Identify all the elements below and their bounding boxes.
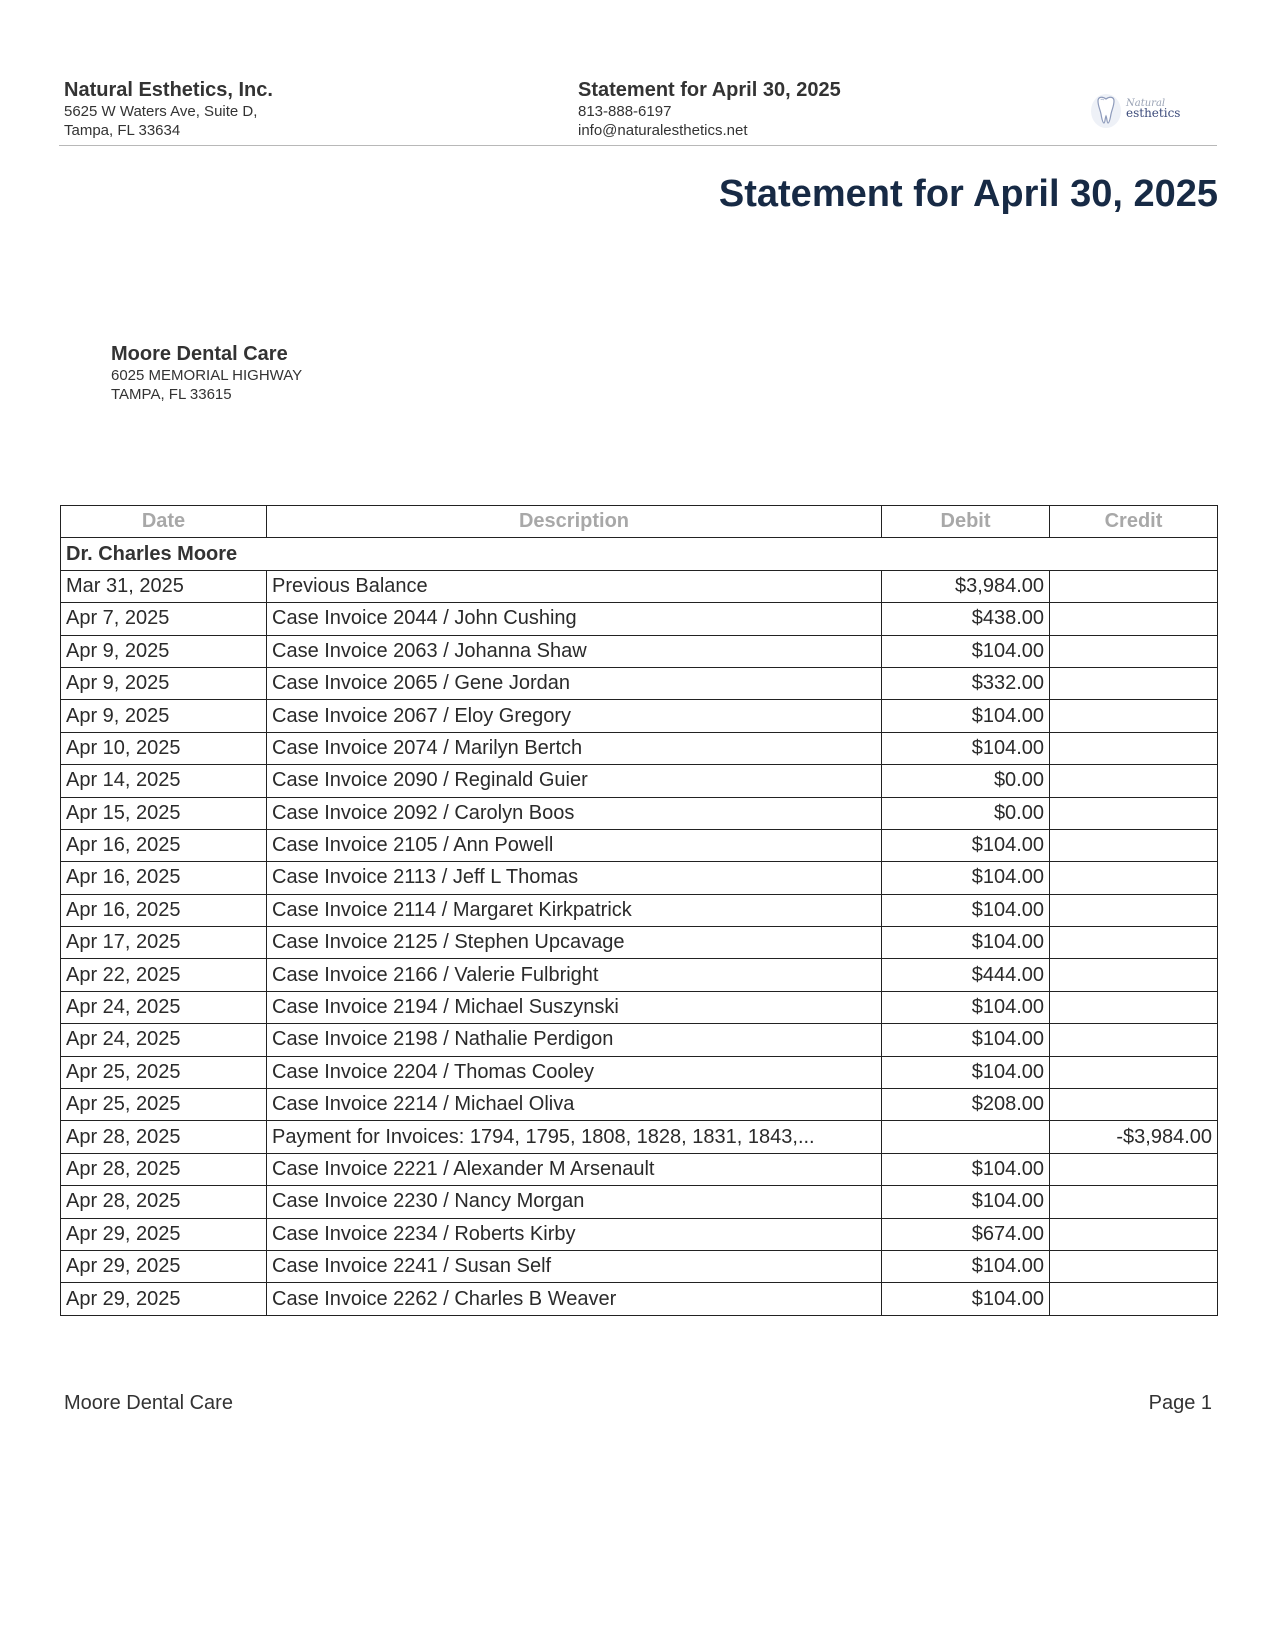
contact-email: info@naturalesthetics.net	[578, 122, 748, 139]
company-name: Natural Esthetics, Inc.	[64, 79, 273, 101]
cell-credit	[1050, 765, 1218, 797]
cell-description: Case Invoice 2063 / Johanna Shaw	[267, 635, 882, 667]
cell-date: Apr 25, 2025	[61, 1056, 267, 1088]
cell-credit	[1050, 927, 1218, 959]
table-row	[61, 635, 1218, 667]
cell-credit	[1050, 894, 1218, 926]
table-row	[61, 1218, 1218, 1250]
cell-credit	[1050, 797, 1218, 829]
table-row	[61, 1089, 1218, 1121]
table-row	[61, 797, 1218, 829]
cell-credit	[1050, 1056, 1218, 1088]
table-row	[61, 765, 1218, 797]
cell-description: Case Invoice 2125 / Stephen Upcavage	[267, 927, 882, 959]
cell-description: Case Invoice 2241 / Susan Self	[267, 1250, 882, 1282]
cell-debit: $104.00	[882, 1283, 1050, 1315]
cell-credit	[1050, 1250, 1218, 1282]
column-header-date: Date	[61, 506, 267, 538]
column-header-debit: Debit	[882, 506, 1050, 538]
cell-date: Apr 14, 2025	[61, 765, 267, 797]
cell-credit	[1050, 732, 1218, 764]
recipient-address	[111, 342, 302, 404]
table-row	[61, 570, 1218, 602]
cell-credit	[1050, 667, 1218, 699]
cell-description: Case Invoice 2114 / Margaret Kirkpatrick	[267, 894, 882, 926]
cell-debit: $104.00	[882, 862, 1050, 894]
recipient-address-line1: 6025 MEMORIAL HIGHWAY	[111, 367, 303, 384]
cell-description: Previous Balance	[267, 570, 882, 602]
cell-date: Apr 28, 2025	[61, 1186, 267, 1218]
header-divider	[59, 145, 1217, 146]
cell-credit	[1050, 959, 1218, 991]
cell-date: Apr 24, 2025	[61, 991, 267, 1023]
cell-description: Case Invoice 2090 / Reginald Guier	[267, 765, 882, 797]
cell-description: Case Invoice 2230 / Nancy Morgan	[267, 1186, 882, 1218]
recipient-address-line2: TAMPA, FL 33615	[111, 386, 232, 403]
cell-description: Case Invoice 2204 / Thomas Cooley	[267, 1056, 882, 1088]
cell-description: Case Invoice 2198 / Nathalie Perdigon	[267, 1024, 882, 1056]
column-header-credit: Credit	[1050, 506, 1218, 538]
cell-date: Apr 16, 2025	[61, 829, 267, 861]
cell-debit: $332.00	[882, 667, 1050, 699]
company-info	[64, 78, 273, 140]
cell-description: Case Invoice 2044 / John Cushing	[267, 603, 882, 635]
company-address-line1: 5625 W Waters Ave, Suite D,	[64, 103, 258, 120]
cell-date: Apr 10, 2025	[61, 732, 267, 764]
cell-date: Apr 29, 2025	[61, 1250, 267, 1282]
table-row	[61, 1024, 1218, 1056]
table-row	[61, 1186, 1218, 1218]
cell-date: Apr 17, 2025	[61, 927, 267, 959]
cell-date: Apr 25, 2025	[61, 1089, 267, 1121]
cell-description: Case Invoice 2166 / Valerie Fulbright	[267, 959, 882, 991]
cell-credit	[1050, 1283, 1218, 1315]
cell-credit	[1050, 603, 1218, 635]
cell-credit	[1050, 1218, 1218, 1250]
cell-description: Case Invoice 2067 / Eloy Gregory	[267, 700, 882, 732]
cell-credit	[1050, 991, 1218, 1023]
cell-date: Apr 9, 2025	[61, 635, 267, 667]
cell-date: Apr 29, 2025	[61, 1218, 267, 1250]
table-row	[61, 1283, 1218, 1315]
cell-credit	[1050, 635, 1218, 667]
cell-date: Apr 7, 2025	[61, 603, 267, 635]
cell-credit	[1050, 1089, 1218, 1121]
cell-debit	[882, 1121, 1050, 1153]
cell-debit: $104.00	[882, 1056, 1050, 1088]
table-row	[61, 1153, 1218, 1185]
cell-description: Case Invoice 2105 / Ann Powell	[267, 829, 882, 861]
cell-date: Apr 15, 2025	[61, 797, 267, 829]
table-row	[61, 894, 1218, 926]
tooth-icon	[1090, 92, 1122, 130]
cell-debit: $104.00	[882, 700, 1050, 732]
company-address-line2: Tampa, FL 33634	[64, 122, 181, 139]
cell-debit: $674.00	[882, 1218, 1050, 1250]
cell-description: Payment for Invoices: 1794, 1795, 1808, 1828, 1831, 1843,...	[267, 1121, 882, 1153]
company-logo	[1090, 92, 1180, 132]
cell-description: Case Invoice 2065 / Gene Jordan	[267, 667, 882, 699]
column-header-description: Description	[267, 506, 882, 538]
cell-date: Apr 24, 2025	[61, 1024, 267, 1056]
page-number: Page 1	[1148, 1392, 1212, 1414]
cell-debit: $0.00	[882, 797, 1050, 829]
logo-word-natural: Natural	[1126, 98, 1166, 109]
cell-debit: $104.00	[882, 991, 1050, 1023]
cell-date: Apr 28, 2025	[61, 1121, 267, 1153]
cell-description: Case Invoice 2194 / Michael Suszynski	[267, 991, 882, 1023]
cell-debit: $104.00	[882, 1024, 1050, 1056]
table-row	[61, 1121, 1218, 1153]
cell-debit: $208.00	[882, 1089, 1050, 1121]
table-row	[61, 862, 1218, 894]
cell-date: Apr 28, 2025	[61, 1153, 267, 1185]
cell-debit: $3,984.00	[882, 570, 1050, 602]
cell-debit: $104.00	[882, 635, 1050, 667]
table-row	[61, 603, 1218, 635]
table-row	[61, 732, 1218, 764]
contact-phone: 813-888-6197	[578, 103, 672, 120]
cell-description: Case Invoice 2113 / Jeff L Thomas	[267, 862, 882, 894]
cell-credit	[1050, 862, 1218, 894]
cell-date: Apr 9, 2025	[61, 667, 267, 699]
statement-table	[60, 505, 1218, 1316]
cell-description: Case Invoice 2074 / Marilyn Bertch	[267, 732, 882, 764]
cell-credit	[1050, 570, 1218, 602]
cell-credit: -$3,984.00	[1050, 1121, 1218, 1153]
cell-debit: $104.00	[882, 1186, 1050, 1218]
cell-description: Case Invoice 2221 / Alexander M Arsenault	[267, 1153, 882, 1185]
group-row	[61, 538, 1218, 570]
cell-debit: $104.00	[882, 894, 1050, 926]
cell-description: Case Invoice 2262 / Charles B Weaver	[267, 1283, 882, 1315]
cell-debit: $104.00	[882, 1250, 1050, 1282]
cell-date: Apr 9, 2025	[61, 700, 267, 732]
cell-debit: $104.00	[882, 927, 1050, 959]
footer-recipient: Moore Dental Care	[64, 1392, 233, 1414]
cell-debit: $438.00	[882, 603, 1050, 635]
logo-word-esthetics: esthetics	[1126, 106, 1181, 120]
table-row	[61, 667, 1218, 699]
cell-debit: $104.00	[882, 732, 1050, 764]
cell-credit	[1050, 1024, 1218, 1056]
cell-credit	[1050, 1186, 1218, 1218]
cell-credit	[1050, 1153, 1218, 1185]
cell-description: Case Invoice 2214 / Michael Oliva	[267, 1089, 882, 1121]
group-label: Dr. Charles Moore	[61, 538, 1218, 570]
cell-credit	[1050, 829, 1218, 861]
page-title: Statement for April 30, 2025	[718, 173, 1218, 215]
table-row	[61, 1056, 1218, 1088]
table-header-row	[61, 506, 1218, 538]
table-row	[61, 927, 1218, 959]
table-row	[61, 959, 1218, 991]
header-statement-title: Statement for April 30, 2025	[578, 79, 841, 101]
cell-description: Case Invoice 2092 / Carolyn Boos	[267, 797, 882, 829]
table-row	[61, 700, 1218, 732]
cell-description: Case Invoice 2234 / Roberts Kirby	[267, 1218, 882, 1250]
cell-debit: $0.00	[882, 765, 1050, 797]
cell-date: Mar 31, 2025	[61, 570, 267, 602]
recipient-name: Moore Dental Care	[111, 343, 288, 365]
table-row	[61, 829, 1218, 861]
cell-date: Apr 29, 2025	[61, 1283, 267, 1315]
cell-date: Apr 16, 2025	[61, 862, 267, 894]
cell-debit: $104.00	[882, 1153, 1050, 1185]
cell-credit	[1050, 700, 1218, 732]
cell-date: Apr 16, 2025	[61, 894, 267, 926]
table-row	[61, 1250, 1218, 1282]
contact-info	[578, 78, 841, 140]
cell-date: Apr 22, 2025	[61, 959, 267, 991]
table-row	[61, 991, 1218, 1023]
cell-debit: $104.00	[882, 829, 1050, 861]
cell-debit: $444.00	[882, 959, 1050, 991]
